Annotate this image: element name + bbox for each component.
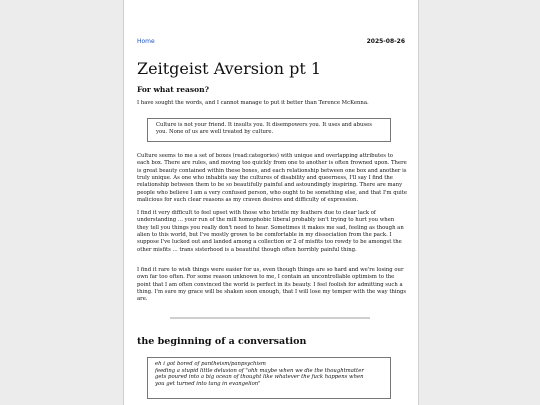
intro-paragraph: I have sought the words, and I cannot manage to put it better than Terence McKenna. [137, 100, 369, 106]
conversation-quote [147, 357, 391, 399]
conversation-line: you get turned into tang in evangelion" [155, 380, 261, 387]
section-heading: the beginning of a conversation [137, 336, 307, 347]
section-divider [170, 317, 370, 319]
body-paragraph-upset: I find it very difficult to feel upset with those who bristle my feathers due to clear lack of understanding ... your run of the mill homophobic liberal probably isn't trying to hurt you when they tell you things you really don't need to hear. Sometimes it makes me sad, feeling as though an alien to this world, but I've mostly grown to be comfortable in my dissociation from the pack. I suppose I've lucked out and landed among a collection or 2 of misfits too rowdy to be amongst the other misfits ... trans sisterhood is a beautiful though often horribly painful thing. [137, 210, 404, 253]
home-link[interactable]: Home [137, 38, 155, 45]
top-bar [137, 38, 405, 48]
post-date: 2025-08-26 [366, 38, 405, 45]
body-paragraph-culture: Culture seems to me a set of boxes (read:categories) with unique and overlapping attributes to each box. There are rules, and moving too quickly from one to another is often frowned upon. There is great beauty contained within these boxes, and each relationship between one box and another is truly unique. As one who inhabits say the cultures of disability and queerness, I'll say I find the relationship between them to be so beautifully painful and astoundingly inspiring. There are many people who believe I am a very confused person, who ought to be something else, and that I'm quite malicious for such clear reasons as my craven desires and difficulty of expression. [137, 153, 407, 204]
conversation-line: feeding a stupid little delusion of "ohh maybe when we die the thoughtmatter [155, 367, 364, 374]
article-page [123, 0, 419, 405]
post-subtitle: For what reason? [137, 85, 209, 94]
body-paragraph-optimism: I find it rare to wish things were easier for us, even though things are so hard and we're losing our own far too often. For some reason unknown to me, I contain an uncontrollable optimism to the point that I am often convinced the world is perfect in its beauty. I feel foolish for admitting such a thing. I'm sure my grace will be shaken soon enough, that I will lose my temper with the way things are. [137, 267, 407, 303]
blockquote: Culture is not your friend. It insults you. It disempowers you. It uses and abuses you. None of us are well treated by culture. [147, 118, 391, 142]
post-title: Zeitgeist Aversion pt 1 [137, 59, 322, 78]
conversation-line: eh i got bored of pantheism/panpsychism [155, 361, 266, 367]
conversation-line: gets poured into a big ocean of thought like whatever the fuck happens when [155, 374, 364, 381]
